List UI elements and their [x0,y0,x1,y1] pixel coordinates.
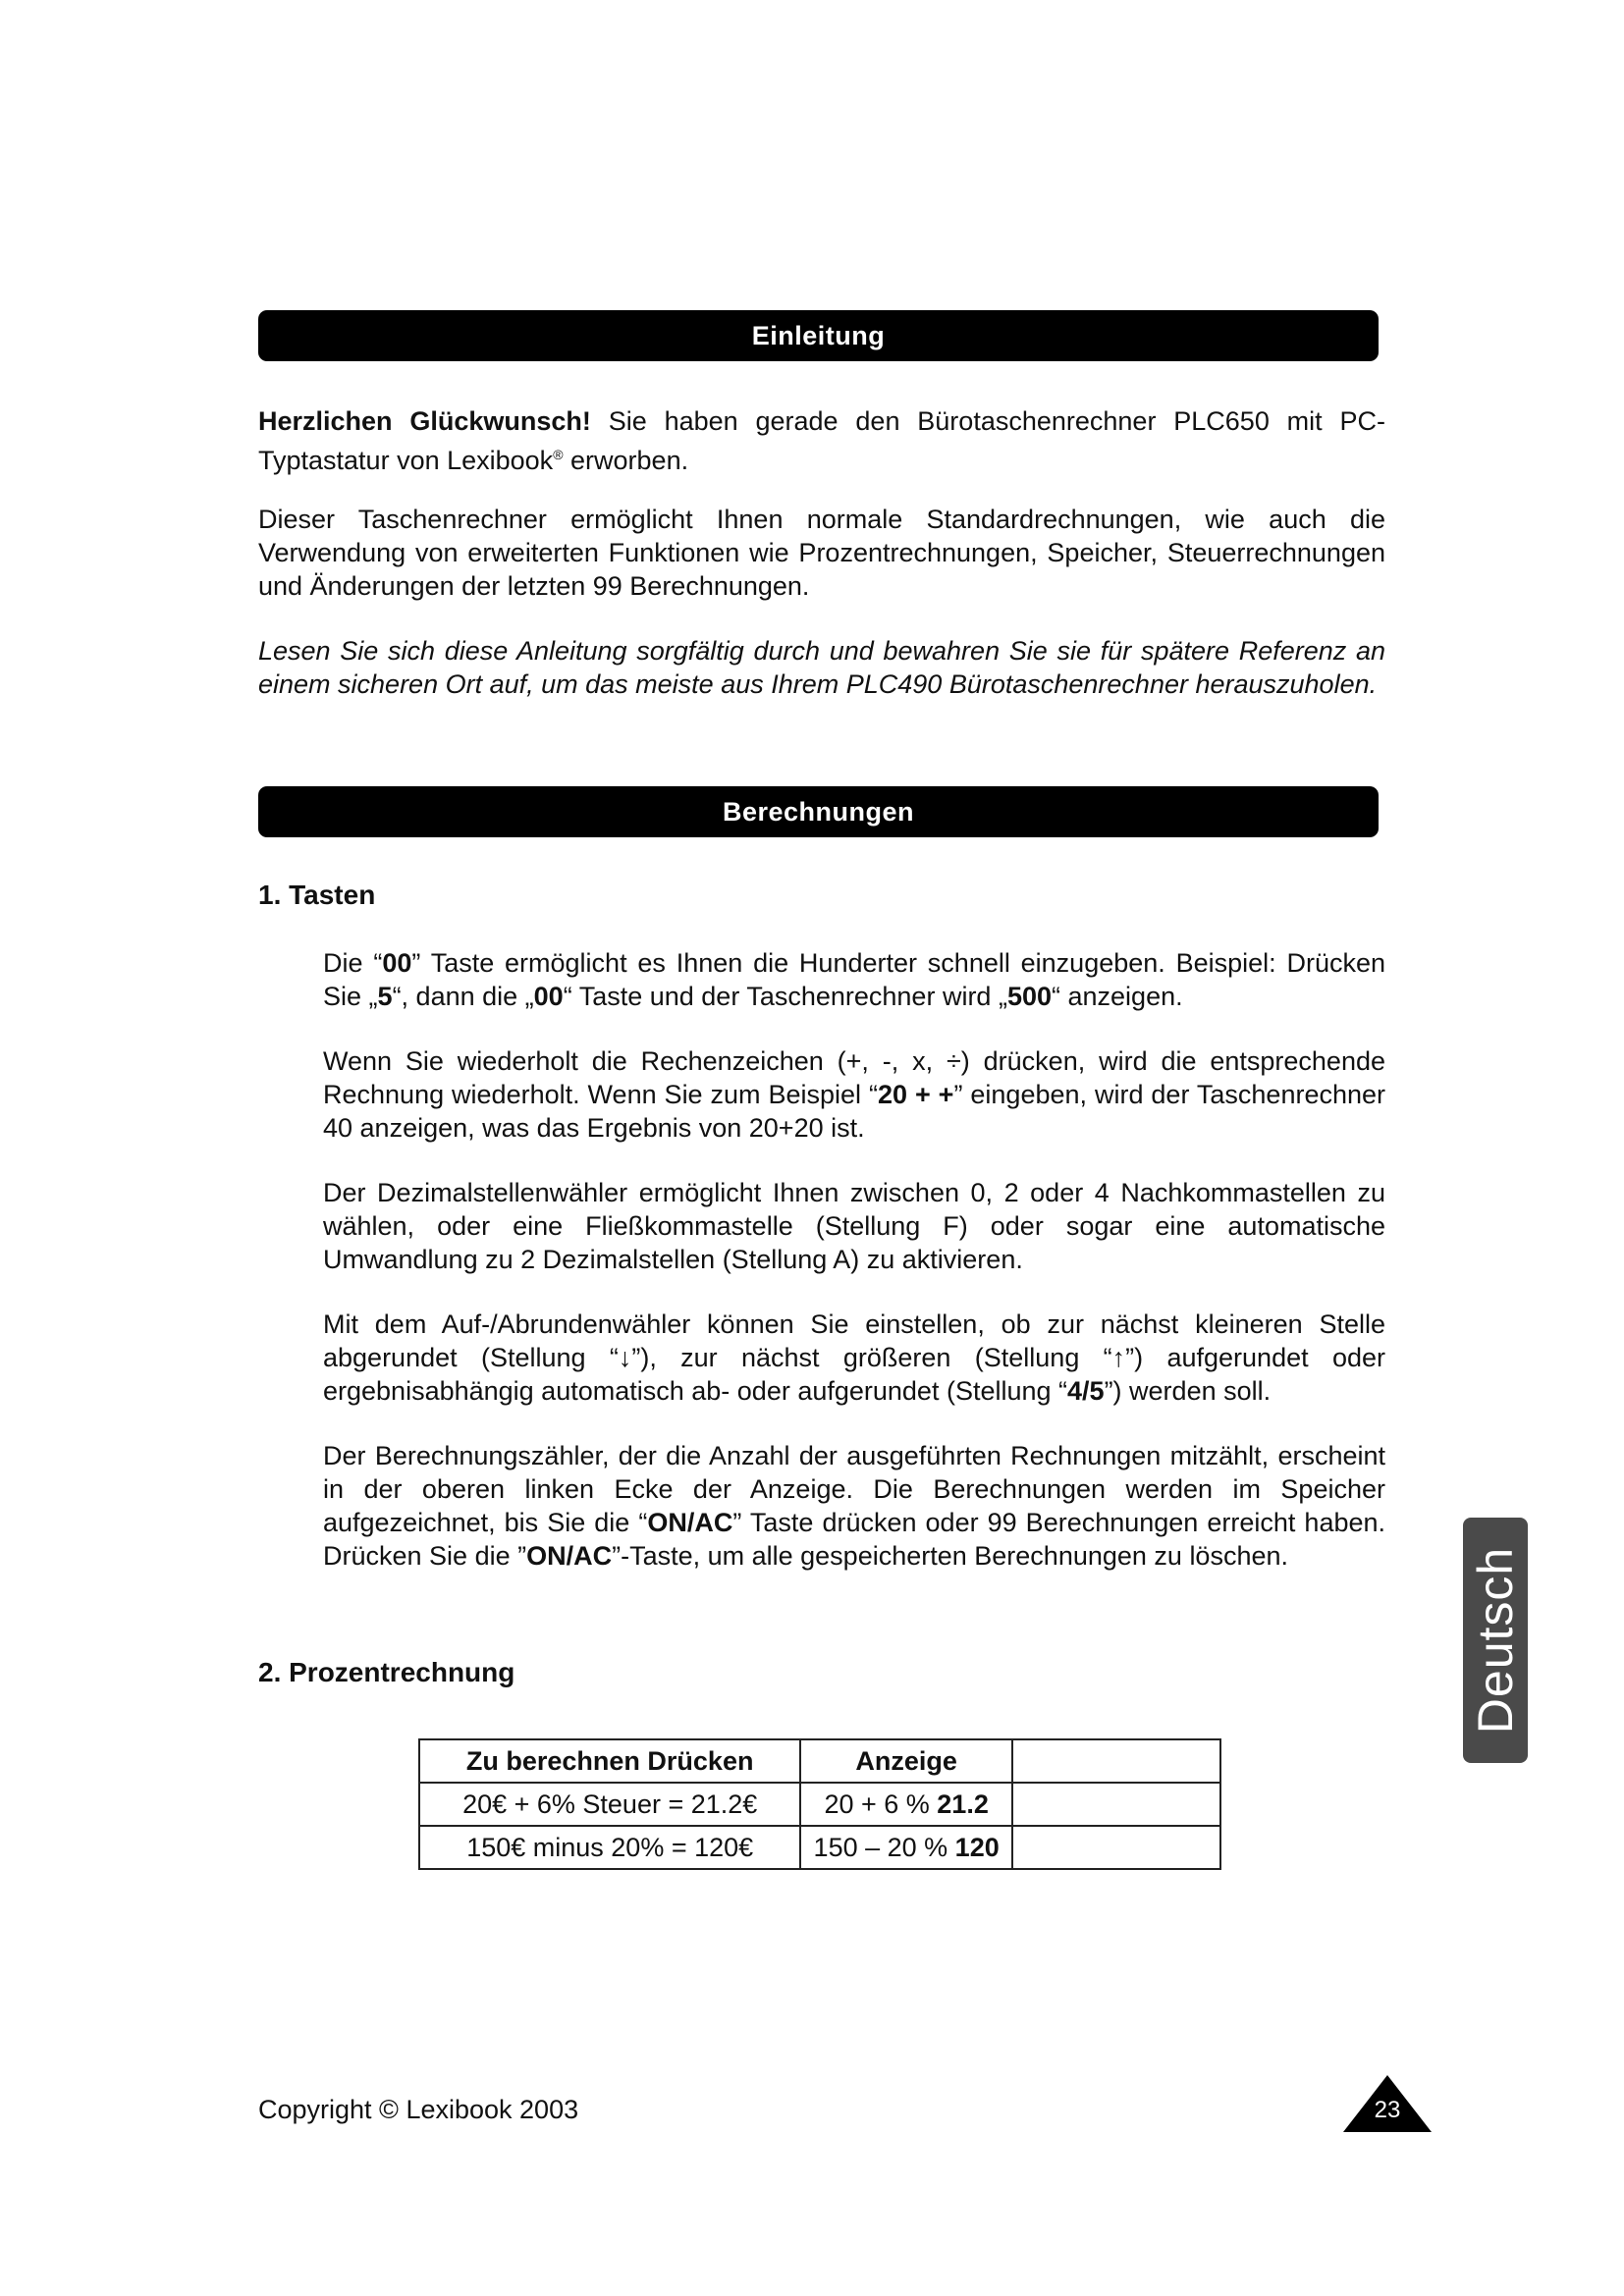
language-tab-label: Deutsch [1468,1546,1523,1735]
section-title-text: Einleitung [751,321,886,350]
table-cell-calc: 20€ + 6% Steuer = 21.2€ [419,1783,800,1826]
table-header-cell: Anzeige [800,1739,1012,1783]
section-title-einleitung [258,310,1379,361]
tasten-paragraph-5: Der Berechnungszähler, der die Anzahl der ausgeführten Rechnungen mitzählt, erscheint in der oberen linken Ecke der Anzeige. Die Berechnungen werden im Speicher aufgezeichnet, bis Sie die “ON/AC” Taste drücken oder 99 Berechnungen erreicht haben. Drücken Sie die ”ON/AC”-Taste, um alle gespeicherten Berechnungen zu löschen. [323,1441,1386,1571]
table-cell-empty [1012,1783,1220,1826]
intro-paragraph-1 [258,404,1385,477]
intro-paragraph-3: Lesen Sie sich diese Anleitung sorgfältig durch und bewahren Sie sie für spätere Referenz an einem sicheren Ort auf, um das meiste aus Ihrem PLC490 Bürotaschenrechner herauszuholen. [258,636,1385,699]
percent-table [418,1738,1221,1870]
intro-text: Sie haben gerade den Bürotaschenrechner PLC650 mit PC-Typtastatur von Lexibook [258,406,1385,475]
table-cell-empty [1012,1826,1220,1869]
intro-text-end: erworben. [563,446,689,475]
table-cell-calc: 150€ minus 20% = 120€ [419,1826,800,1869]
tasten-paragraph-3: Der Dezimalstellenwähler ermöglicht Ihnen zwischen 0, 2 oder 4 Nachkommastellen zu wählen, oder eine Fließkommastelle (Stellung F) oder sogar eine automatische Umwandlung zu 2 Dezimalstellen (Stellung A) zu aktivieren. [323,1178,1385,1274]
table-cell-press: 150 – 20 % 120 [800,1826,1012,1869]
tasten-paragraph-4: Mit dem Auf-/Abrundenwähler können Sie einstellen, ob zur nächst kleineren Stelle abgerundet (Stellung “↓”), zur nächst größeren (Stellung “↑”) aufgerundet oder ergebnisabhängig automatisch ab- oder aufgerundet (Stellung “4/5”) werden soll. [323,1309,1385,1406]
greeting-bold: Herzlichen Glückwunsch! [258,406,591,436]
tasten-paragraph-1: Die “00” Taste ermöglicht es Ihnen die Hunderter schnell einzugeben. Beispiel: Drücken Sie „5“, dann die „00“ Taste und der Taschenrechner wird „500“ anzeigen. [323,948,1385,1011]
table-header-row [419,1739,1220,1783]
page-number: 23 [1374,2097,1401,2123]
table-header-cell [1012,1739,1220,1783]
table-row [419,1783,1220,1826]
registered-mark: ® [553,447,564,462]
language-tab [1463,1518,1528,1763]
section-title-text: Berechnungen [722,797,915,827]
heading-tasten: 1. Tasten [258,880,376,910]
table-row [419,1826,1220,1869]
heading-prozentrechnung: 2. Prozentrechnung [258,1657,515,1687]
table-header-cell: Zu berechnen Drücken [419,1739,800,1783]
table-cell-press: 20 + 6 % 21.2 [800,1783,1012,1826]
tasten-paragraph-2: Wenn Sie wiederholt die Rechenzeichen (+, -, x, ÷) drücken, wird die entsprechende Rechnung wiederholt. Wenn Sie zum Beispiel “20 + +” eingeben, wird der Taschenrechner 40 anzeigen, was das Ergebnis von 20+20 ist. [323,1046,1386,1143]
section-title-berechnungen [258,786,1379,837]
intro-paragraph-2: Dieser Taschenrechner ermöglicht Ihnen normale Standardrechnungen, wie auch die Verwendung von erweiterten Funktionen wie Prozentrechnungen, Speicher, Steuerrechnungen und Änderungen der letzten 99 Berechnungen. [258,505,1385,601]
copyright-footer: Copyright © Lexibook 2003 [258,2095,579,2124]
